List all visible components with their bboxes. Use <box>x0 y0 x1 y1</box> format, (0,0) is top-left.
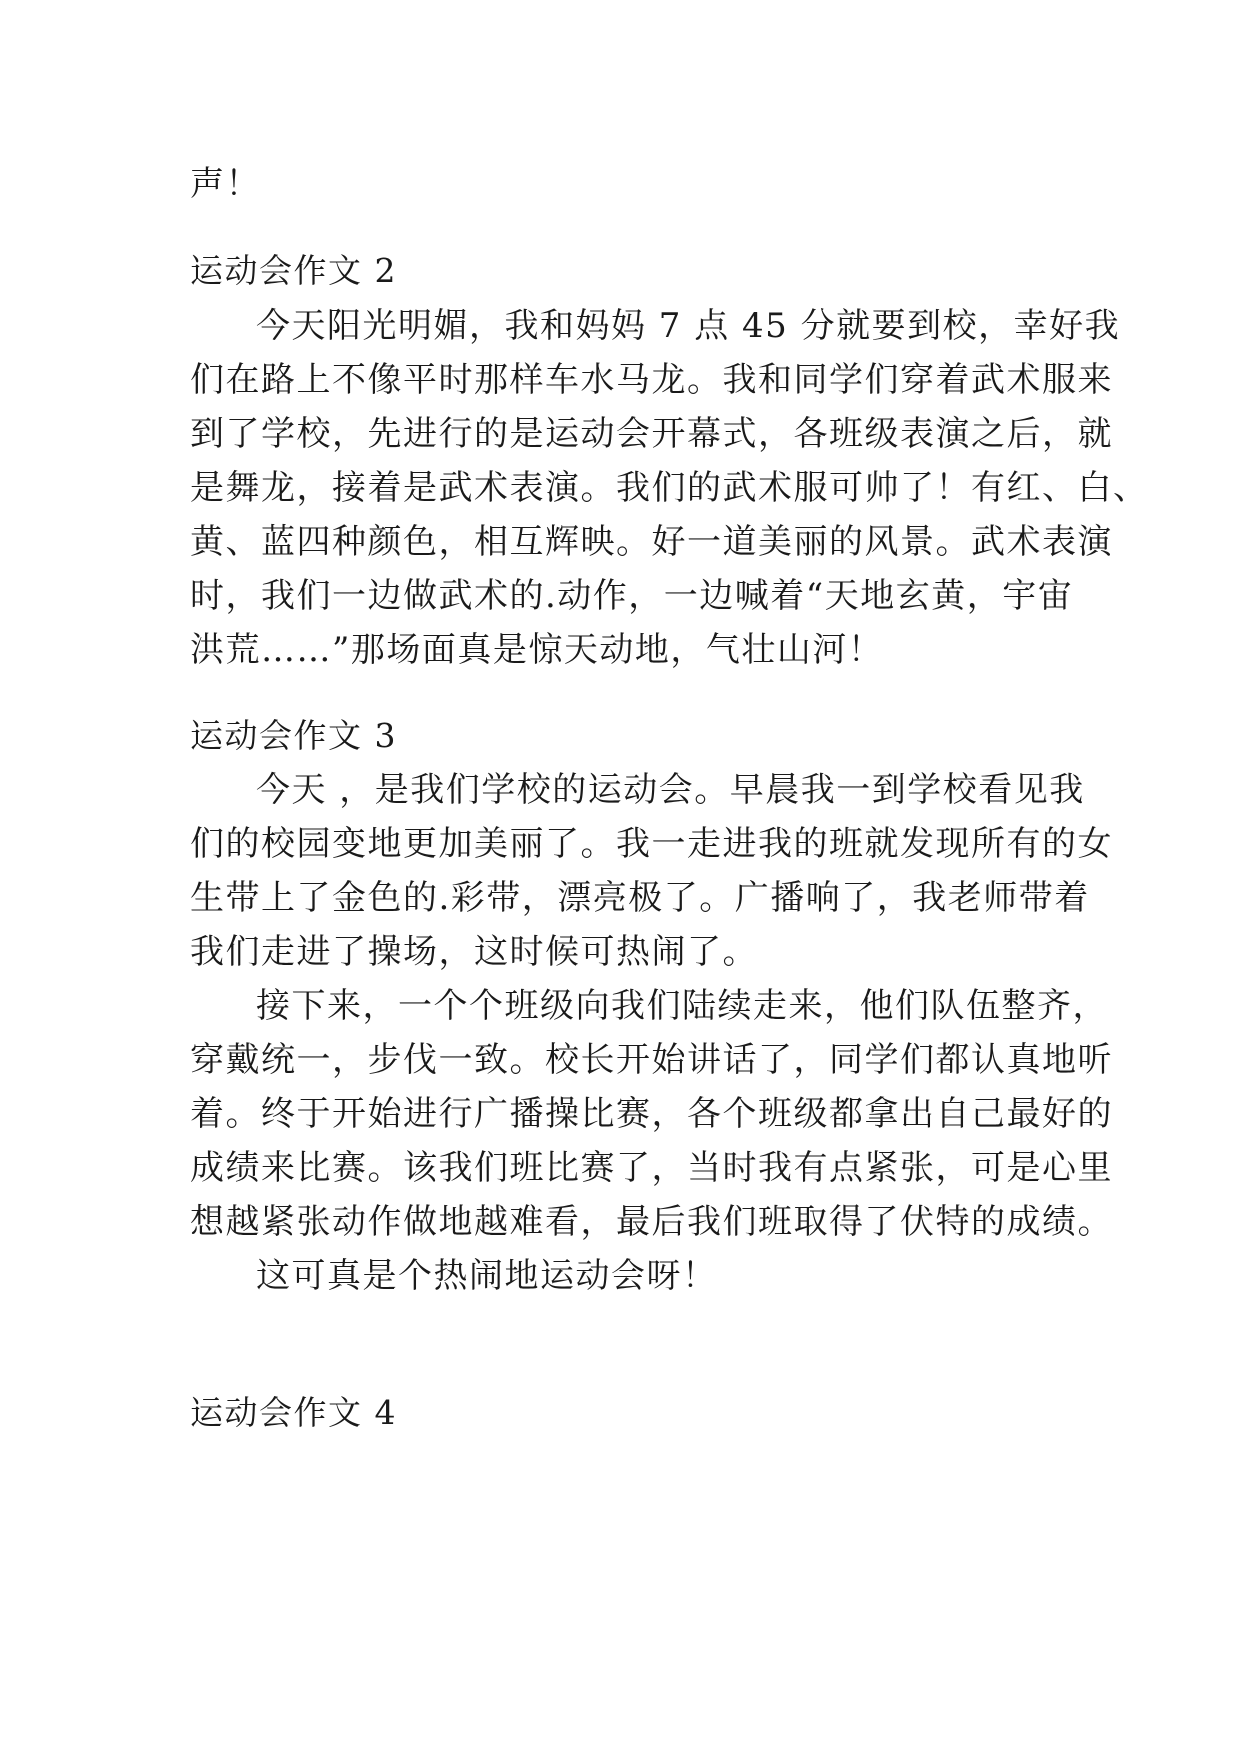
text-line: 接下来，一个个班级向我们陆续走来，他们队伍整齐， <box>256 986 1108 1026</box>
section-heading: 运动会作文 4 <box>190 1393 397 1432</box>
text-line: 黄、蓝四种颜色，相互辉映。好一道美丽的风景。武术表演 <box>190 522 1113 562</box>
text-line: 我们走进了操场，这时候可热闹了。 <box>190 932 758 972</box>
text-line: 们在路上不像平时那样车水马龙。我和同学们穿着武术服来 <box>190 360 1113 400</box>
text-line: 想越紧张动作做地越难看，最后我们班取得了伏特的成绩。 <box>190 1202 1113 1242</box>
text-line: 到了学校，先进行的是运动会开幕式，各班级表演之后，就 <box>190 414 1113 454</box>
text-line: 今天阳光明媚，我和妈妈 7 点 45 分就要到校，幸好我 <box>256 306 1121 346</box>
section-heading: 运动会作文 3 <box>190 716 397 755</box>
text-line: 这可真是个热闹地运动会呀！ <box>256 1256 718 1296</box>
text-line: 声！ <box>190 164 261 204</box>
text-line: 穿戴统一，步伐一致。校长开始讲话了，同学们都认真地听 <box>190 1040 1113 1080</box>
text-line: 生带上了金色的.彩带，漂亮极了。广播响了，我老师带着 <box>190 878 1090 918</box>
section-heading: 运动会作文 2 <box>190 251 397 290</box>
text-line: 成绩来比赛。该我们班比赛了，当时我有点紧张，可是心里 <box>190 1148 1113 1188</box>
text-line: 着。终于开始进行广播操比赛，各个班级都拿出自己最好的 <box>190 1094 1113 1134</box>
text-line: 洪荒……”那场面真是惊天动地，气壮山河！ <box>190 630 884 670</box>
text-line: 们的校园变地更加美丽了。我一走进我的班就发现所有的女 <box>190 824 1113 864</box>
text-line: 时，我们一边做武术的.动作，一边喊着“天地玄黄，宇宙 <box>190 576 1074 616</box>
text-line: 今天 ，是我们学校的运动会。早晨我一到学校看见我 <box>256 770 1085 810</box>
text-line: 是舞龙，接着是武术表演。我们的武术服可帅了！有红、白、 <box>190 468 1149 508</box>
